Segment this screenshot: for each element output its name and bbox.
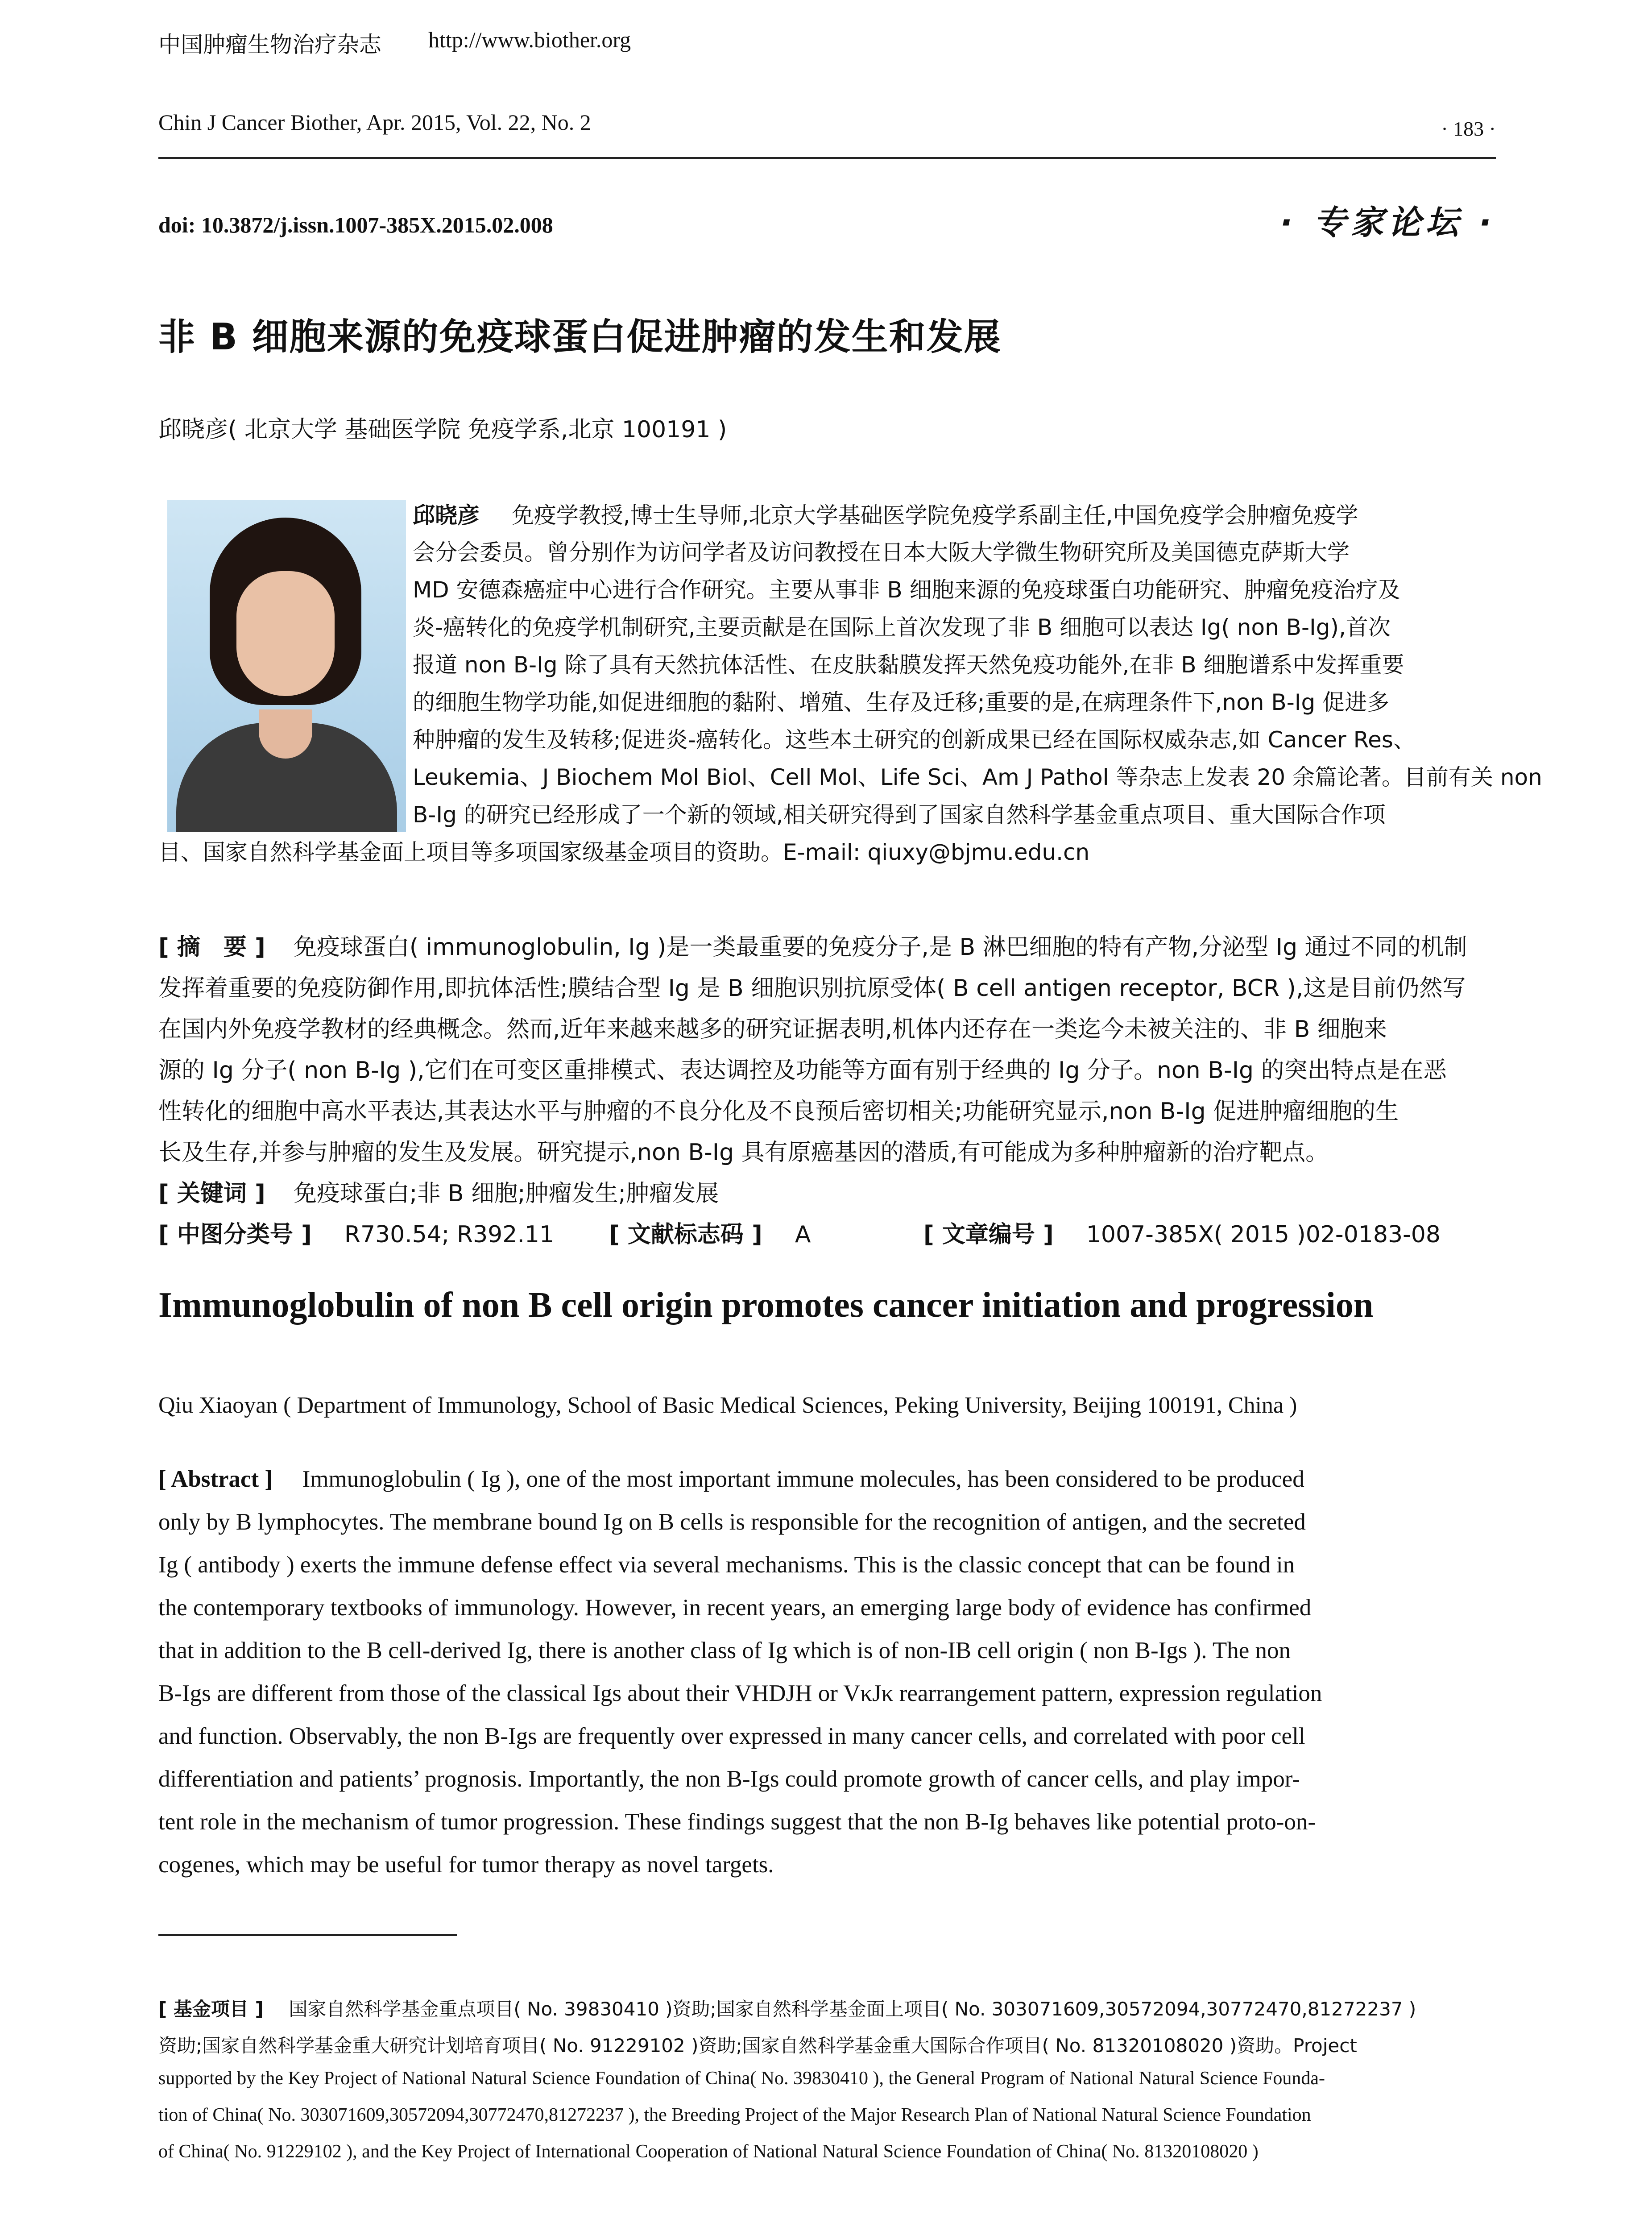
column-label: · 专家论坛 · [1280,203,1496,242]
abstract-cn-line: 性转化的细胞中高水平表达,其表达水平与肿瘤的不良分化及不良预后密切相关;功能研究显示,non B-Ig 促进肿瘤细胞的生 [158,1098,1399,1125]
doi[interactable]: doi: 10.3872/j.issn.1007-385X.2015.02.008 [158,212,553,237]
abstract-en-line: differentiation and patients’ prognosis. Importantly, the non B-Igs could promote growth of cancer cells, and play impor- [158,1766,1300,1792]
journal-name-cn: 中国肿瘤生物治疗杂志 [158,32,381,58]
bio-line: 会分会委员。曾分别作为访问学者及访问教授在日本大阪大学微生物研究所及美国德克萨斯大学 [413,539,1350,565]
clc-label: [ 中图分类号 ] [158,1221,312,1248]
bio-line: 炎-癌转化的免疫学机制研究,主要贡献是在国际上首次发现了非 B 细胞可以表达 Ig( non B-Ig),首次 [413,614,1391,640]
header-divider [158,157,1496,159]
document-code [609,1215,811,1249]
abstract-cn-line: 长及生存,并参与肿瘤的发生及发展。研究提示,non B-Ig 具有原癌基因的潜质,有可能成为多种肿瘤新的治疗靶点。 [158,1139,1329,1166]
abstract-en-line: tent role in the mechanism of tumor progression. These findings suggest that the non B-Ig behaves like potential proto-on- [158,1809,1316,1835]
bio-line: 报道 non B-Ig 除了具有天然抗体活性、在皮肤黏膜发挥天然免疫功能外,在非 B 细胞谱系中发挥重要 [413,652,1404,678]
abstract-cn-line: 发挥着重要的免疫防御作用,即抗体活性;膜结合型 Ig 是 B 细胞识别抗原受体( B cell antigen receptor, BCR ),这是目前仍然写 [158,975,1466,1002]
author-affiliation-cn: 邱晓彦( 北京大学 基础医学院 免疫学系,北京 100191 ) [158,416,727,443]
bio-line: MD 安德森癌症中心进行合作研究。主要从事非 B 细胞来源的免疫球蛋白功能研究、肿瘤免疫治疗及 [413,577,1400,603]
footnote-line: of China( No. 91229102 ), and the Key Project of International Cooperation of National Natural Science Foundation of China( No. 81320108020 ) [158,2141,1259,2162]
abstract-cn-line: 源的 Ig 分子( non B-Ig ),它们在可变区重排模式、表达调控及功能等方面有别于经典的 Ig 分子。non B-Ig 的突出特点是在恶 [158,1057,1447,1084]
bio-line [413,498,1358,530]
abstract-cn-text: 免疫球蛋白( immunoglobulin, Ig )是一类最重要的免疫分子,是 B 淋巴细胞的特有产物,分泌型 Ig 通过不同的机制 [293,934,1467,961]
article-title-en: Immunoglobulin of non B cell origin promotes cancer initiation and progression [158,1286,1374,1325]
footnote-line: 资助;国家自然科学基金重大研究计划培育项目( No. 91229102 )资助;国家自然科学基金重大国际合作项目( No. 81320108020 )资助。Project [158,2035,1357,2057]
abstract-cn-label: [ 摘 要 ] [158,934,265,961]
abstract-en-line: that in addition to the B cell-derived Ig, there is another class of Ig which is of non-IB cell origin ( non B-Igs ). The non [158,1638,1291,1663]
keywords-cn-value: 免疫球蛋白;非 B 细胞;肿瘤发生;肿瘤发展 [293,1180,719,1207]
footnote-text: 国家自然科学基金重点项目( No. 39830410 )资助;国家自然科学基金面上项目( No. 303071609,30572094,30772470,81272237 ) [289,1998,1416,2020]
abstract-cn-line [158,928,1467,962]
abstract-en-line [158,1466,1304,1493]
footnote-line: tion of China( No. 303071609,30572094,30772470,81272237 ), the Breeding Project of the Major Research Plan of National Natural Science Foundation [158,2105,1311,2125]
document-code-value: A [795,1221,811,1248]
abstract-cn-line: 在国内外免疫学教材的经典概念。然而,近年来越来越多的研究证据表明,机体内还存在一类迄今未被关注的、非 B 细胞来 [158,1016,1387,1043]
clc-value: R730.54; R392.11 [344,1221,555,1248]
keywords-cn-label: [ 关键词 ] [158,1180,265,1207]
bio-line: 目、国家自然科学基金面上项目等多项国家级基金项目的资助。E-mail: qiuxy@bjmu.edu.cn [158,839,1090,865]
footnote-line: supported by the Key Project of National Natural Science Foundation of China( No. 39830410 ), the General Program of National Natural Science Founda- [158,2068,1325,2089]
article-number-value: 1007-385X( 2015 )02-0183-08 [1086,1221,1441,1248]
bio-line: 种肿瘤的发生及转移;促进炎-癌转化。这些本土研究的创新成果已经在国际权威杂志,如 Cancer Res、 [413,727,1416,753]
abstract-en-text: Immunoglobulin ( Ig ), one of the most important immune molecules, has been considered to be produced [302,1466,1304,1492]
author-affiliation-en: Qiu Xiaoyan ( Department of Immunology, School of Basic Medical Sciences, Peking University, Beijing 100191, China ) [158,1393,1297,1418]
clc-number [158,1215,554,1249]
abstract-en-line: and function. Observably, the non B-Igs are frequently over expressed in many cancer cells, and correlated with poor cell [158,1723,1305,1749]
bio-line: B-Ig 的研究已经形成了一个新的领域,相关研究得到了国家自然科学基金重点项目、重大国际合作项 [413,802,1386,828]
abstract-en-line: only by B lymphocytes. The membrane bound Ig on B cells is responsible for the recognition of antigen, and the secreted [158,1509,1306,1535]
bio-text: 免疫学教授,博士生导师,北京大学基础医学院免疫学系副主任,中国免疫学会肿瘤免疫学 [511,502,1358,528]
journal-citation-en: Chin J Cancer Biother, Apr. 2015, Vol. 22, No. 2 [158,110,591,135]
abstract-en-label: [ Abstract ] [158,1466,273,1492]
footnote-label: [ 基金项目 ] [158,1998,264,2020]
bio-line: Leukemia、J Biochem Mol Biol、Cell Mol、Life Sci、Am J Pathol 等杂志上发表 20 余篇论著。目前有关 non [413,764,1542,790]
keywords-cn [158,1174,719,1208]
article-number [923,1215,1441,1249]
document-code-label: [ 文献标志码 ] [609,1221,762,1248]
article-number-label: [ 文章编号 ] [923,1221,1054,1248]
bio-line: 的细胞生物学功能,如促进细胞的黏附、增殖、生存及迁移;重要的是,在病理条件下,non B-Ig 促进多 [413,689,1390,715]
abstract-en-line: B-Igs are different from those of the classical Igs about their VHDJH or VκJκ rearrangement pattern, expression regulation [158,1680,1322,1706]
journal-url[interactable]: http://www.biother.org [428,27,631,52]
footnote-divider [158,1934,457,1936]
article-title-cn: 非 B 细胞来源的免疫球蛋白促进肿瘤的发生和发展 [158,316,1002,358]
abstract-en-line: Ig ( antibody ) exerts the immune defense effect via several mechanisms. This is the classic concept that can be found in [158,1552,1295,1578]
footnote-line [158,1995,1416,2021]
page-number: · 183 · [1441,117,1496,140]
bio-name: 邱晓彦 [413,502,480,528]
abstract-en-line: the contemporary textbooks of immunology. However, in recent years, an emerging large body of evidence has confirmed [158,1595,1312,1621]
author-photo [167,500,406,832]
abstract-en-line: cogenes, which may be useful for tumor therapy as novel targets. [158,1852,774,1878]
